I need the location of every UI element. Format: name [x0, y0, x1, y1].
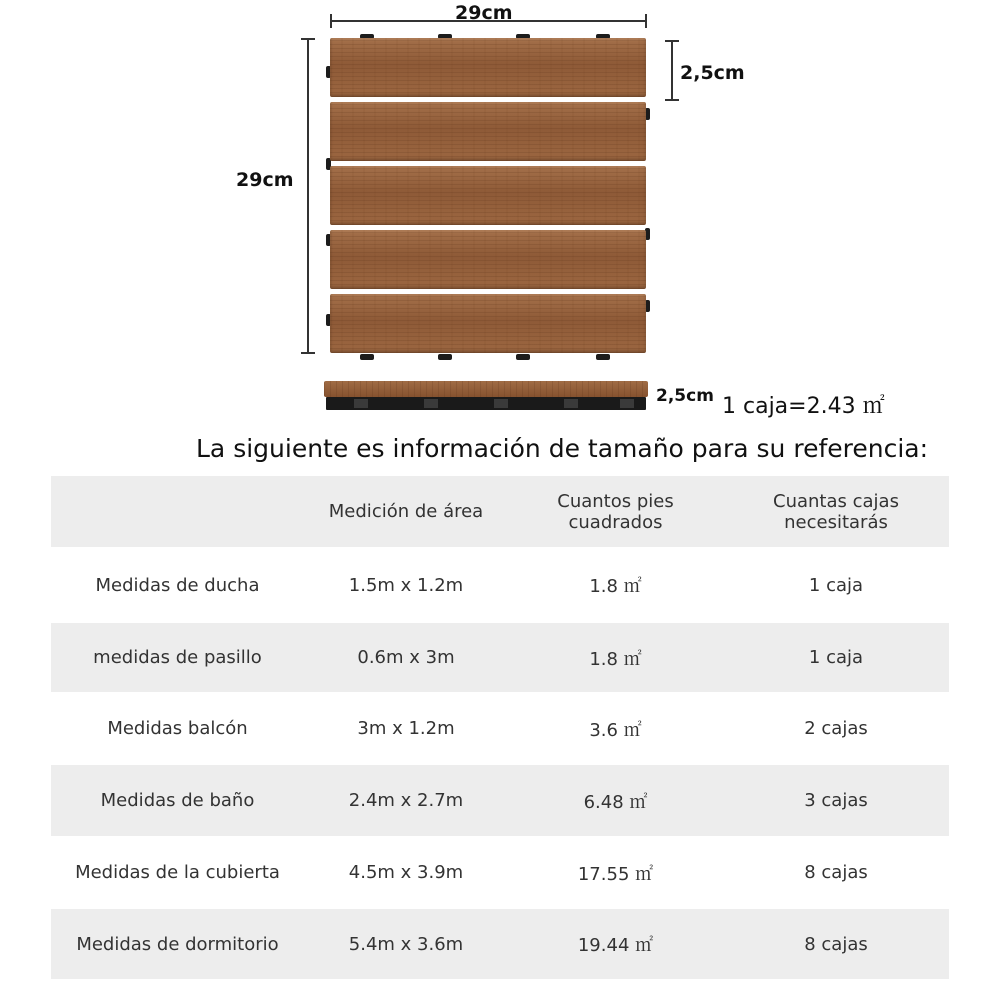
left-dimension-tick-bottom	[301, 352, 315, 354]
left-height-label: 29cm	[236, 169, 294, 191]
side-base-gap	[354, 399, 368, 408]
table-header-cell: Medición de área	[328, 501, 484, 522]
left-dimension-line	[307, 38, 309, 354]
table-cell: Medidas de dormitorio	[76, 933, 279, 955]
tile-clip	[438, 354, 452, 360]
table-row	[51, 836, 949, 909]
plank-dimension-line	[671, 40, 673, 101]
table-cell: 3m x 1.2m	[357, 718, 455, 739]
table-cell: 17.55 ㎡	[577, 863, 654, 885]
table-cell: 0.6m x 3m	[357, 647, 455, 668]
left-dimension-tick-top	[301, 38, 315, 40]
plank-width-label: 2,5cm	[680, 62, 745, 84]
side-base-gap	[620, 399, 634, 408]
deck-tile-top-view	[330, 38, 646, 356]
deck-tile-side-view	[324, 381, 648, 411]
table-cell: 2 cajas	[804, 718, 868, 739]
table-cell: 19.44 ㎡	[577, 935, 654, 956]
plank-dimension-tick-top	[665, 40, 679, 42]
table-cell: 1 caja	[808, 574, 864, 596]
tile-clip	[360, 354, 374, 360]
thickness-label: 2,5cm	[656, 386, 714, 406]
size-reference-table	[51, 476, 949, 979]
table-cell: Medidas balcón	[107, 718, 248, 739]
tile-clip	[596, 354, 610, 360]
table-header-row	[51, 476, 949, 547]
wood-plank	[330, 230, 646, 289]
table-cell: 3.6 ㎡	[589, 719, 642, 741]
table-cell: 8 cajas	[804, 862, 868, 883]
table-row	[51, 692, 949, 765]
table-header-cell	[51, 476, 304, 547]
table-cell: medidas de pasillo	[93, 647, 262, 668]
table-cell: 1.5m x 1.2m	[348, 574, 464, 596]
wood-plank	[330, 102, 646, 161]
table-cell: 8 cajas	[804, 933, 868, 955]
side-base-gap	[494, 399, 508, 408]
top-dimension-tick-left	[330, 14, 332, 28]
top-width-label: 29cm	[455, 2, 513, 24]
table-cell: 1.8 ㎡	[589, 576, 642, 597]
wood-plank	[330, 294, 646, 353]
side-plastic-base	[326, 397, 646, 410]
table-cell: 5.4m x 3.6m	[348, 933, 464, 955]
table-cell: 4.5m x 3.9m	[348, 862, 464, 883]
table-cell: Medidas de la cubierta	[75, 862, 280, 883]
wood-plank	[330, 38, 646, 97]
table-cell: Medidas de baño	[100, 790, 255, 811]
size-reference-heading: La siguiente es información de tamaño para su referencia:	[196, 434, 929, 463]
table-cell: Medidas de ducha	[95, 574, 260, 596]
table-cell: 2.4m x 2.7m	[348, 790, 464, 811]
side-base-gap	[564, 399, 578, 408]
table-header-cell: Cuantas cajas necesitarás	[773, 490, 899, 533]
top-dimension-tick-right	[645, 14, 647, 28]
table-row	[51, 547, 949, 623]
box-coverage-label: 1 caja=2.43 ㎡	[722, 394, 885, 419]
tile-clip	[516, 354, 530, 360]
table-row	[51, 765, 949, 836]
side-wood-layer	[324, 381, 648, 397]
table-cell: 3 cajas	[804, 790, 868, 811]
table-row	[51, 623, 949, 692]
table-row	[51, 909, 949, 979]
side-base-gap	[424, 399, 438, 408]
table-cell: 1.8 ㎡	[589, 648, 642, 670]
table-cell: 1 caja	[808, 647, 864, 668]
plank-dimension-tick-bottom	[665, 99, 679, 101]
table-header-cell: Cuantos pies cuadrados	[557, 490, 674, 533]
table-cell: 6.48 ㎡	[583, 791, 648, 813]
wood-plank	[330, 166, 646, 225]
